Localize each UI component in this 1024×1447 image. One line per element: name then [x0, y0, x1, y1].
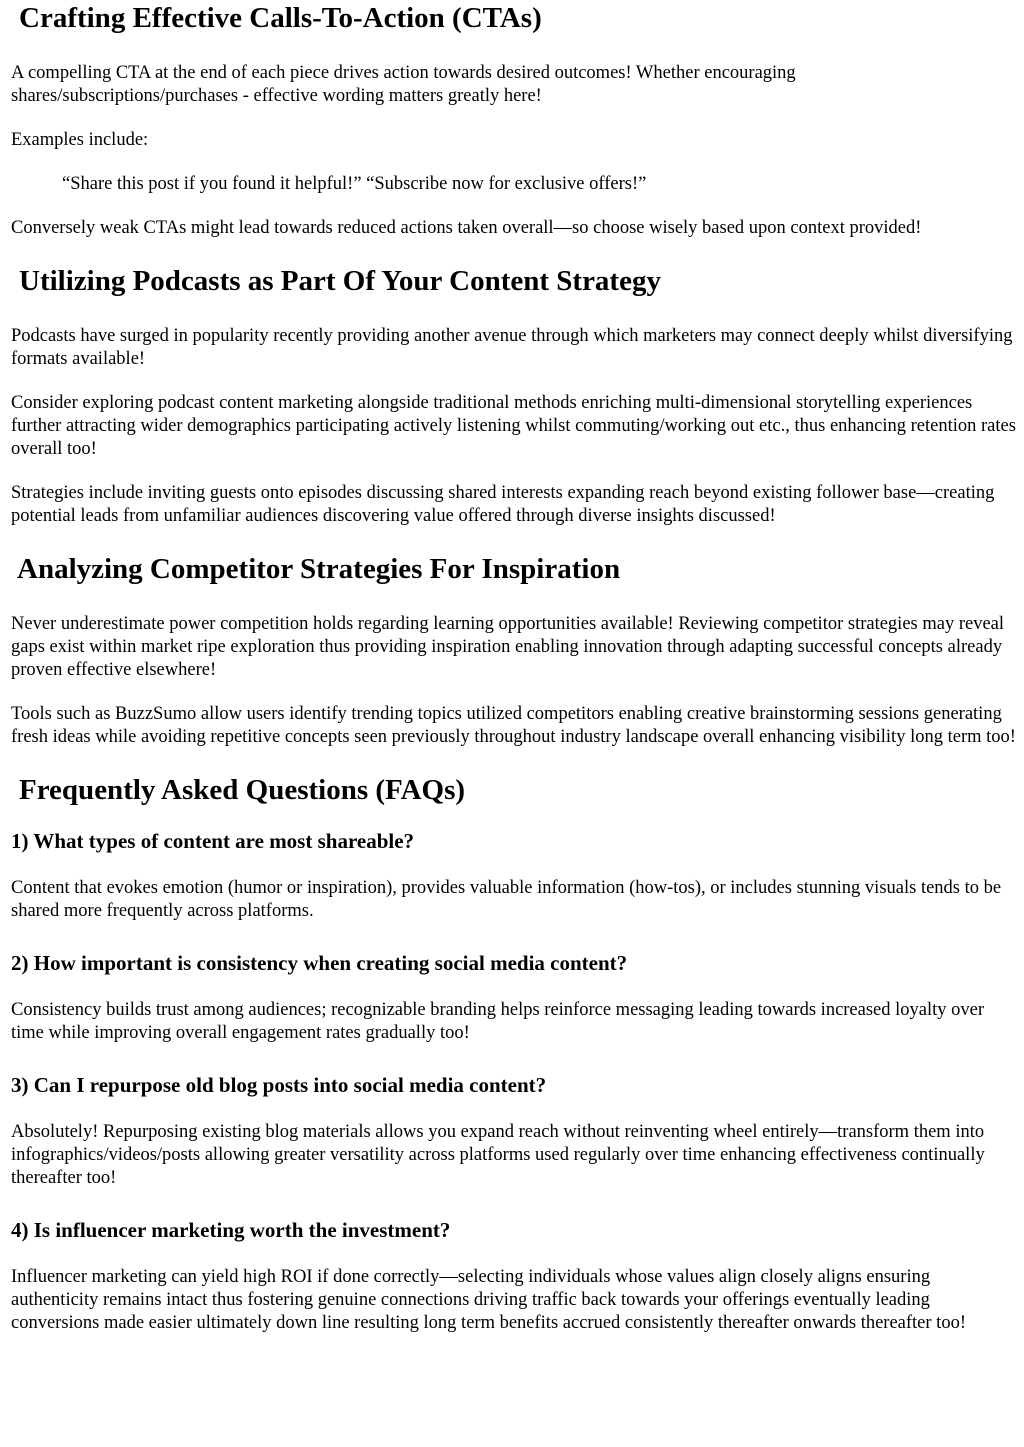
podcasts-paragraph-3: Strategies include inviting guests onto episodes discussing shared interests expanding reach beyond existing follower base—creating potential leads from unfamiliar audiences discovering value offered through diverse insights discussed!: [11, 483, 995, 526]
ctas-paragraph-1: A compelling CTA at the end of each piece drives action towards desired outcomes! Whether encouraging shares/subscriptions/purchases - effective wording matters greatly here!: [11, 63, 796, 106]
podcasts-paragraph-2: Consider exploring podcast content marketing alongside traditional methods enriching multi-dimensional storytelling experiences further attracting wider demographics participating actively listening whilst commuting/working out etc., thus enhancing retention rates overall too!: [11, 393, 1016, 459]
faq-question-4: 4) Is influencer marketing worth the investment?: [11, 1218, 451, 1242]
section-heading-podcasts: Utilizing Podcasts as Part Of Your Content Strategy: [19, 265, 661, 297]
section-heading-competitors: Analyzing Competitor Strategies For Inspiration: [17, 553, 621, 585]
section-heading-ctas: Crafting Effective Calls-To-Action (CTAs): [19, 2, 542, 34]
faq-answer-1: Content that evokes emotion (humor or inspiration), provides valuable information (how-tos), or includes stunning visuals tends to be shared more frequently across platforms.: [11, 878, 1002, 921]
faq-answer-2: Consistency builds trust among audiences; recognizable branding helps reinforce messaging leading towards increased loyalty over time while improving overall engagement rates gradually too!: [11, 1000, 985, 1043]
faq-question-3: 3) Can I repurpose old blog posts into social media content?: [11, 1073, 547, 1097]
faq-answer-4: Influencer marketing can yield high ROI if done correctly—selecting individuals whose values align closely aligns ensuring authenticity remains intact thus fostering genuine connections driving traffic back towards your offerings eventually leading conversions made easier ultimately down line resulting long term benefits accrued consistently thereafter onwards thereafter too!: [11, 1267, 966, 1333]
faq-answer-3: Absolutely! Repurposing existing blog materials allows you expand reach without reinventing wheel entirely—transform them into infographics/videos/posts allowing greater versatility across platforms used regularly over time enhancing effectiveness continually thereafter too!: [11, 1122, 985, 1188]
article-page: [0, 1, 1024, 1335]
faq-heading: Frequently Asked Questions (FAQs): [19, 774, 466, 806]
faq-question-2: 2) How important is consistency when creating social media content?: [11, 951, 628, 975]
ctas-paragraph-2: Examples include:: [11, 130, 149, 150]
faq-question-1: 1) What types of content are most shareable?: [11, 829, 415, 853]
podcasts-paragraph-1: Podcasts have surged in popularity recently providing another avenue through which marketers may connect deeply whilst diversifying formats available!: [11, 326, 1013, 369]
ctas-examples-quote: “Share this post if you found it helpful!” “Subscribe now for exclusive offers!”: [62, 174, 647, 194]
competitors-paragraph-2: Tools such as BuzzSumo allow users identify trending topics utilized competitors enabling creative brainstorming sessions generating fresh ideas while avoiding repetitive concepts seen previously throughout industry landscape overall enhancing visibility long term too!: [11, 704, 1016, 747]
ctas-paragraph-3: Conversely weak CTAs might lead towards reduced actions taken overall—so choose wisely based upon context provided!: [11, 218, 922, 238]
competitors-paragraph-1: Never underestimate power competition holds regarding learning opportunities available! Reviewing competitor strategies may reveal gaps exist within market ripe exploration thus providing inspiration enabling innovation through adapting successful concepts already proven effective elsewhere!: [11, 614, 1005, 680]
